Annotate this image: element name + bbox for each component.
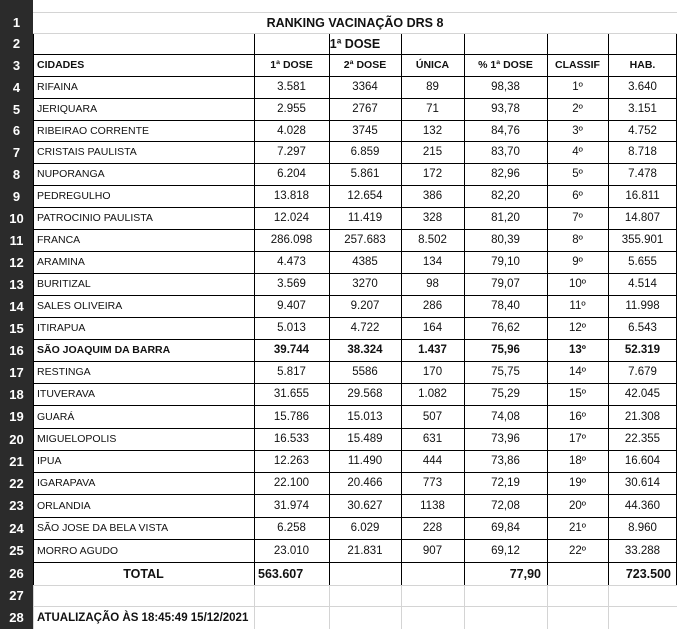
grid-line bbox=[33, 76, 677, 77]
ranking-cell[interactable]: 12º bbox=[569, 322, 586, 334]
grid-line bbox=[608, 585, 609, 629]
ranking-cell[interactable]: 15º bbox=[569, 388, 586, 400]
ranking-cell[interactable]: 9º bbox=[572, 256, 583, 268]
row-number[interactable]: 12 bbox=[9, 254, 24, 270]
row-number[interactable]: 14 bbox=[9, 298, 24, 314]
column-header[interactable]: HAB. bbox=[629, 59, 656, 71]
grid-line bbox=[33, 54, 677, 55]
city-name[interactable]: IPUA bbox=[37, 455, 62, 467]
single-dose-cell[interactable]: 328 bbox=[422, 212, 443, 224]
grid-line bbox=[464, 33, 465, 585]
first-dose-cell[interactable]: 2.955 bbox=[277, 103, 306, 115]
population-cell[interactable]: 8.718 bbox=[628, 146, 657, 158]
first-dose-cell[interactable]: 6.204 bbox=[277, 168, 306, 180]
ranking-cell[interactable]: 2º bbox=[572, 103, 583, 115]
second-dose-cell[interactable]: 4.722 bbox=[350, 322, 380, 334]
single-dose-cell[interactable]: 1138 bbox=[420, 499, 445, 512]
single-dose-cell[interactable]: 172 bbox=[422, 168, 443, 180]
first-dose-percent-cell[interactable]: 69,84 bbox=[491, 522, 520, 534]
grid-line bbox=[33, 405, 677, 406]
first-dose-percent-cell[interactable]: 82,20 bbox=[491, 190, 520, 202]
row-number[interactable]: 2 bbox=[12, 36, 21, 51]
row-number[interactable]: 5 bbox=[12, 101, 21, 117]
population-cell[interactable]: 14.807 bbox=[624, 212, 661, 224]
second-dose-cell[interactable]: 3270 bbox=[352, 278, 378, 290]
population-cell[interactable]: 21.308 bbox=[624, 410, 661, 423]
row-number[interactable]: 24 bbox=[9, 520, 24, 536]
city-name[interactable]: MIGUELOPOLIS bbox=[37, 433, 117, 445]
single-dose-cell[interactable]: 631 bbox=[422, 433, 443, 445]
second-dose-cell[interactable]: 15.489 bbox=[347, 433, 383, 445]
grid-line bbox=[401, 33, 402, 585]
grid-line bbox=[33, 539, 677, 540]
first-dose-cell[interactable]: 12.263 bbox=[273, 455, 310, 467]
grid-line bbox=[33, 428, 677, 429]
first-dose-cell[interactable]: 12.024 bbox=[273, 212, 310, 224]
city-name[interactable]: MORRO AGUDO bbox=[37, 544, 119, 557]
grid-line bbox=[254, 585, 255, 629]
first-dose-percent-cell[interactable]: 73,96 bbox=[491, 433, 520, 445]
single-dose-cell[interactable]: 386 bbox=[422, 190, 443, 202]
first-dose-cell[interactable]: 15.786 bbox=[273, 410, 310, 423]
ranking-cell[interactable]: 22º bbox=[569, 544, 586, 557]
grid-line bbox=[33, 317, 677, 318]
first-dose-cell[interactable]: 22.100 bbox=[273, 477, 310, 489]
city-name[interactable]: SÃO JOAQUIM DA BARRA bbox=[37, 344, 171, 356]
city-name[interactable]: FRANCA bbox=[37, 234, 81, 246]
population-cell[interactable]: 4.514 bbox=[628, 278, 657, 290]
second-dose-cell[interactable]: 3364 bbox=[352, 81, 378, 93]
first-dose-cell[interactable]: 39.744 bbox=[273, 344, 310, 356]
population-cell[interactable]: 4.752 bbox=[628, 124, 657, 137]
population-cell[interactable]: 30.614 bbox=[624, 477, 661, 489]
second-dose-cell[interactable]: 30.627 bbox=[347, 499, 383, 512]
grid-line bbox=[254, 33, 255, 585]
second-dose-cell[interactable]: 15.013 bbox=[347, 410, 383, 423]
row-number[interactable]: 8 bbox=[12, 166, 21, 182]
row-number[interactable]: 21 bbox=[9, 453, 24, 469]
row-number[interactable]: 15 bbox=[9, 320, 24, 336]
grid-line bbox=[33, 273, 677, 274]
city-name[interactable]: BURITIZAL bbox=[37, 278, 91, 290]
grid-line bbox=[33, 450, 677, 451]
first-dose-cell[interactable]: 286.098 bbox=[270, 234, 313, 246]
row-number[interactable]: 16 bbox=[9, 342, 24, 358]
grid-line bbox=[33, 12, 677, 13]
single-dose-cell[interactable]: 1.437 bbox=[418, 344, 447, 356]
population-cell[interactable]: 44.360 bbox=[624, 499, 661, 512]
row-number[interactable]: 28 bbox=[9, 610, 24, 625]
city-name[interactable]: RIFAINA bbox=[37, 81, 78, 93]
single-dose-cell[interactable]: 71 bbox=[426, 103, 439, 115]
first-dose-percent-cell[interactable]: 93,78 bbox=[491, 103, 520, 115]
population-cell[interactable]: 7.679 bbox=[628, 366, 657, 378]
grid-line bbox=[33, 207, 677, 208]
city-name[interactable]: SÃO JOSE DA BELA VISTA bbox=[37, 522, 169, 534]
second-dose-cell[interactable]: 20.466 bbox=[347, 477, 383, 489]
grid-line bbox=[464, 585, 465, 629]
second-dose-cell[interactable]: 11.490 bbox=[347, 455, 383, 467]
second-dose-cell[interactable]: 5586 bbox=[352, 366, 378, 378]
ranking-cell[interactable]: 8º bbox=[572, 234, 583, 246]
row-number[interactable]: 4 bbox=[12, 79, 21, 95]
city-name[interactable]: ORLANDIA bbox=[37, 499, 91, 512]
second-dose-cell[interactable]: 6.029 bbox=[350, 522, 380, 534]
total-population[interactable]: 723.500 bbox=[625, 566, 671, 581]
first-dose-cell[interactable]: 4.473 bbox=[277, 256, 306, 268]
grid-line bbox=[33, 120, 677, 121]
ranking-cell[interactable]: 11º bbox=[569, 300, 586, 312]
ranking-cell[interactable]: 16º bbox=[569, 410, 586, 423]
first-dose-percent-cell[interactable]: 79,07 bbox=[491, 278, 520, 290]
city-name[interactable]: JERIQUARA bbox=[37, 103, 98, 115]
population-cell[interactable]: 16.604 bbox=[624, 455, 661, 467]
row-number[interactable]: 20 bbox=[9, 431, 24, 447]
first-dose-cell[interactable]: 3.569 bbox=[277, 278, 306, 290]
sheet-title[interactable]: RANKING VACINAÇÃO DRS 8 bbox=[266, 15, 444, 30]
second-dose-cell[interactable]: 2767 bbox=[352, 103, 378, 115]
grid-line bbox=[33, 585, 34, 629]
first-dose-percent-cell[interactable]: 76,62 bbox=[491, 322, 520, 334]
city-name[interactable]: IGARAPAVA bbox=[37, 477, 96, 489]
row-number[interactable]: 1 bbox=[12, 15, 21, 30]
first-dose-cell[interactable]: 5.013 bbox=[277, 322, 306, 334]
second-dose-cell[interactable]: 3745 bbox=[352, 124, 378, 137]
first-dose-percent-cell[interactable]: 83,70 bbox=[491, 146, 520, 158]
single-dose-cell[interactable]: 215 bbox=[422, 146, 443, 158]
grid-line bbox=[33, 163, 677, 164]
first-dose-cell[interactable]: 9.407 bbox=[277, 300, 306, 312]
grid-line bbox=[33, 339, 677, 340]
first-dose-percent-cell[interactable]: 80,39 bbox=[491, 234, 520, 246]
first-dose-percent-cell[interactable]: 74,08 bbox=[491, 410, 520, 423]
city-name[interactable]: SALES OLIVEIRA bbox=[37, 300, 123, 312]
first-dose-percent-cell[interactable]: 72,08 bbox=[491, 499, 520, 512]
first-dose-percent-cell[interactable]: 98,38 bbox=[491, 81, 520, 93]
single-dose-cell[interactable]: 444 bbox=[422, 455, 443, 467]
second-dose-cell[interactable]: 11.419 bbox=[347, 212, 383, 224]
row-number[interactable]: 18 bbox=[9, 386, 24, 402]
grid-line bbox=[33, 494, 677, 495]
population-cell[interactable]: 3.151 bbox=[628, 103, 657, 115]
row-number[interactable]: 26 bbox=[9, 566, 24, 581]
second-dose-cell[interactable]: 12.654 bbox=[347, 190, 383, 202]
population-cell[interactable]: 33.288 bbox=[624, 544, 661, 557]
ranking-cell[interactable]: 6º bbox=[572, 190, 583, 202]
single-dose-cell[interactable]: 98 bbox=[426, 278, 439, 290]
ranking-cell[interactable]: 10º bbox=[569, 278, 586, 290]
ranking-cell[interactable]: 4º bbox=[572, 146, 583, 158]
ranking-cell[interactable]: 18º bbox=[569, 455, 586, 467]
grid-line bbox=[33, 585, 677, 586]
population-cell[interactable]: 355.901 bbox=[621, 234, 664, 246]
city-name[interactable]: CRISTAIS PAULISTA bbox=[37, 146, 137, 158]
ranking-cell[interactable]: 14º bbox=[569, 366, 586, 378]
grid-line bbox=[608, 33, 609, 585]
total-percent[interactable]: 77,90 bbox=[509, 566, 541, 581]
first-dose-cell[interactable]: 31.655 bbox=[273, 388, 310, 400]
column-header[interactable]: 1ª DOSE bbox=[270, 59, 313, 71]
ranking-cell[interactable]: 13º bbox=[569, 344, 586, 356]
data-grid bbox=[33, 0, 677, 629]
population-cell[interactable]: 3.640 bbox=[628, 81, 657, 93]
ranking-cell[interactable]: 5º bbox=[572, 168, 583, 180]
population-cell[interactable]: 42.045 bbox=[624, 388, 661, 400]
ranking-cell[interactable]: 17º bbox=[569, 433, 586, 445]
first-dose-cell[interactable]: 16.533 bbox=[273, 433, 310, 445]
grid-line bbox=[33, 361, 677, 362]
grid-line bbox=[33, 141, 677, 142]
population-cell[interactable]: 11.998 bbox=[625, 300, 660, 312]
first-dose-percent-cell[interactable]: 81,20 bbox=[491, 212, 520, 224]
single-dose-cell[interactable]: 907 bbox=[422, 544, 443, 557]
column-header[interactable]: ÚNICA bbox=[415, 59, 450, 71]
row-number[interactable]: 19 bbox=[9, 409, 24, 424]
row-number[interactable]: 3 bbox=[12, 57, 21, 73]
first-dose-percent-cell[interactable]: 75,29 bbox=[491, 388, 520, 400]
grid-line bbox=[33, 562, 677, 563]
first-dose-cell[interactable]: 6.258 bbox=[277, 522, 306, 534]
first-dose-cell[interactable]: 13.818 bbox=[273, 190, 310, 202]
ranking-cell[interactable]: 7º bbox=[572, 212, 583, 224]
population-cell[interactable]: 52.319 bbox=[624, 344, 661, 356]
second-dose-cell[interactable]: 257.683 bbox=[344, 234, 386, 246]
ranking-cell[interactable]: 1º bbox=[572, 81, 583, 93]
ranking-cell[interactable]: 3º bbox=[572, 124, 583, 137]
first-dose-percent-cell[interactable]: 84,76 bbox=[491, 124, 520, 137]
update-timestamp[interactable]: ATUALIZAÇÃO ÀS 18:45:49 15/12/2021 bbox=[37, 611, 249, 624]
row-number[interactable]: 17 bbox=[9, 364, 24, 380]
single-dose-cell[interactable]: 1.082 bbox=[418, 388, 447, 400]
total-label[interactable]: TOTAL bbox=[123, 566, 164, 581]
grid-line bbox=[547, 585, 548, 629]
first-dose-percent-cell[interactable]: 73,86 bbox=[491, 455, 520, 467]
first-dose-cell[interactable]: 3.581 bbox=[277, 81, 306, 93]
city-name[interactable]: NUPORANGA bbox=[37, 168, 105, 180]
city-name[interactable]: PATROCINIO PAULISTA bbox=[37, 212, 153, 224]
row-number[interactable]: 7 bbox=[12, 144, 21, 160]
grid-line bbox=[33, 185, 677, 186]
row-number[interactable]: 11 bbox=[9, 232, 24, 248]
second-dose-cell[interactable]: 9.207 bbox=[350, 300, 380, 312]
grid-line bbox=[33, 33, 677, 34]
grid-line bbox=[401, 585, 402, 629]
second-dose-cell[interactable]: 38.324 bbox=[347, 344, 383, 356]
first-dose-cell[interactable]: 5.817 bbox=[277, 366, 306, 378]
grid-line bbox=[33, 383, 677, 384]
grid-line bbox=[547, 33, 548, 585]
row-number[interactable]: 13 bbox=[9, 276, 24, 292]
population-cell[interactable]: 5.655 bbox=[628, 256, 657, 268]
grid-line bbox=[33, 295, 677, 296]
single-dose-cell[interactable]: 164 bbox=[422, 322, 443, 334]
grid-line bbox=[33, 606, 677, 607]
total-first-dose[interactable]: 563.607 bbox=[258, 566, 304, 581]
single-dose-cell[interactable]: 134 bbox=[422, 256, 443, 268]
ranking-cell[interactable]: 21º bbox=[569, 522, 586, 534]
city-name[interactable]: PEDREGULHO bbox=[37, 190, 111, 202]
ranking-cell[interactable]: 20º bbox=[569, 499, 586, 512]
single-dose-cell[interactable]: 286 bbox=[422, 300, 443, 312]
grid-line bbox=[33, 33, 34, 585]
sheet-subtitle[interactable]: 1ª DOSE bbox=[329, 36, 381, 51]
city-name[interactable]: ARAMINA bbox=[37, 256, 85, 268]
city-name[interactable]: RIBEIRAO CORRENTE bbox=[37, 124, 150, 137]
row-number[interactable]: 22 bbox=[9, 475, 24, 491]
first-dose-cell[interactable]: 31.974 bbox=[273, 499, 310, 512]
row-number[interactable]: 6 bbox=[12, 123, 21, 138]
single-dose-cell[interactable]: 507 bbox=[422, 410, 443, 423]
grid-line bbox=[33, 229, 677, 230]
ranking-cell[interactable]: 19º bbox=[569, 477, 586, 489]
grid-line bbox=[33, 472, 677, 473]
single-dose-cell[interactable]: 89 bbox=[426, 81, 439, 93]
population-cell[interactable]: 6.543 bbox=[628, 322, 657, 334]
second-dose-cell[interactable]: 21.831 bbox=[347, 544, 383, 557]
grid-line bbox=[33, 251, 677, 252]
population-cell[interactable]: 7.478 bbox=[628, 168, 657, 180]
first-dose-percent-cell[interactable]: 75,75 bbox=[491, 366, 520, 378]
second-dose-cell[interactable]: 6.859 bbox=[350, 146, 380, 158]
row-number[interactable]: 25 bbox=[9, 543, 24, 558]
first-dose-cell[interactable]: 4.028 bbox=[277, 124, 306, 137]
city-name[interactable]: GUARÁ bbox=[37, 410, 75, 423]
city-name[interactable]: RESTINGA bbox=[37, 366, 91, 378]
column-header[interactable]: % 1ª DOSE bbox=[478, 59, 533, 71]
population-cell[interactable]: 16.811 bbox=[625, 190, 660, 202]
first-dose-percent-cell[interactable]: 75,96 bbox=[491, 344, 520, 356]
first-dose-percent-cell[interactable]: 78,40 bbox=[491, 300, 520, 312]
row-number[interactable]: 9 bbox=[12, 188, 21, 204]
row-number[interactable]: 23 bbox=[9, 498, 24, 513]
row-number[interactable]: 27 bbox=[9, 588, 24, 603]
column-header[interactable]: 2ª DOSE bbox=[343, 59, 387, 71]
single-dose-cell[interactable]: 8.502 bbox=[418, 234, 447, 246]
second-dose-cell[interactable]: 4385 bbox=[352, 256, 378, 268]
second-dose-cell[interactable]: 29.568 bbox=[347, 388, 383, 400]
first-dose-percent-cell[interactable]: 82,96 bbox=[491, 168, 520, 180]
population-cell[interactable]: 8.960 bbox=[628, 522, 657, 534]
single-dose-cell[interactable]: 228 bbox=[422, 522, 443, 534]
city-name[interactable]: ITUVERAVA bbox=[37, 388, 95, 400]
row-number[interactable]: 10 bbox=[9, 210, 24, 226]
first-dose-cell[interactable]: 7.297 bbox=[277, 146, 306, 158]
grid-line bbox=[33, 98, 677, 99]
first-dose-percent-cell[interactable]: 69,12 bbox=[491, 544, 520, 557]
column-header[interactable]: CIDADES bbox=[37, 59, 85, 71]
grid-line bbox=[33, 517, 677, 518]
population-cell[interactable]: 22.355 bbox=[624, 433, 661, 445]
first-dose-cell[interactable]: 23.010 bbox=[273, 544, 310, 557]
grid-line bbox=[329, 33, 330, 585]
grid-line bbox=[329, 585, 330, 629]
first-dose-percent-cell[interactable]: 72,19 bbox=[491, 477, 520, 489]
single-dose-cell[interactable]: 170 bbox=[422, 366, 443, 378]
city-name[interactable]: ITIRAPUA bbox=[37, 322, 86, 334]
single-dose-cell[interactable]: 132 bbox=[422, 124, 443, 137]
single-dose-cell[interactable]: 773 bbox=[422, 477, 443, 489]
first-dose-percent-cell[interactable]: 79,10 bbox=[491, 256, 520, 268]
second-dose-cell[interactable]: 5.861 bbox=[350, 168, 380, 180]
column-header[interactable]: CLASSIF bbox=[555, 59, 600, 71]
row-header-column bbox=[0, 0, 33, 629]
